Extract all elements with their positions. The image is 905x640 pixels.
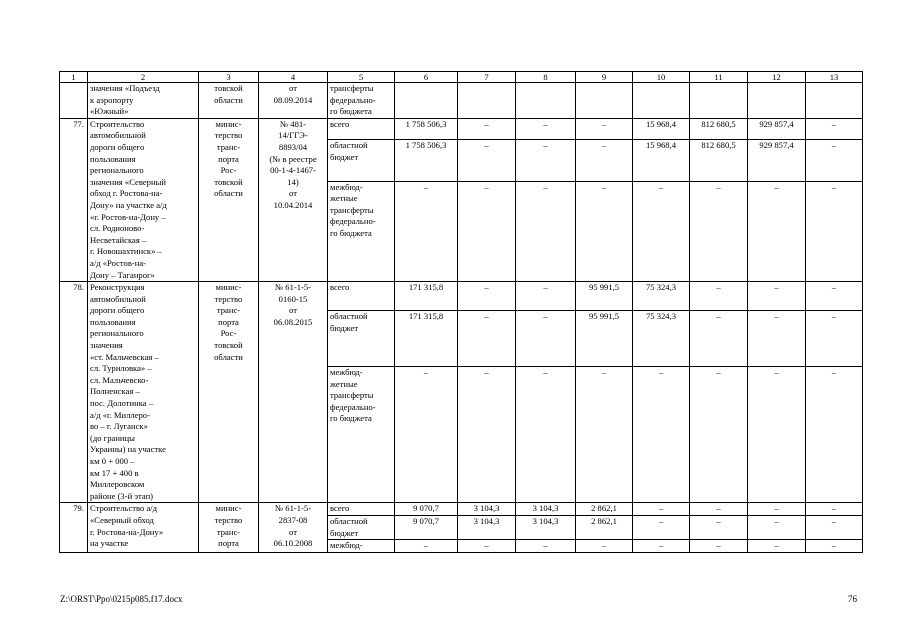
value-cell: – xyxy=(748,367,806,503)
value-cell: – xyxy=(690,503,748,516)
value-cell xyxy=(458,83,516,119)
value-cell: – xyxy=(395,367,458,503)
source-cell: всего xyxy=(328,503,395,516)
source-cell: областной бюджет xyxy=(328,515,395,539)
source-cell: межбюд- жетные трансферты федерально- го бюджета xyxy=(328,367,395,503)
expertise-cell: от 08.09.2014 xyxy=(259,83,328,119)
customer-cell: минис- терство транс- порта Рос- товской области xyxy=(199,282,259,503)
source-cell: областной бюджет xyxy=(328,140,395,181)
value-cell: – xyxy=(690,181,748,282)
row-number-cell: 79. xyxy=(60,503,88,552)
value-cell: 812 680,5 xyxy=(690,140,748,181)
value-cell: – xyxy=(806,140,863,181)
source-cell: областной бюджет xyxy=(328,311,395,367)
value-cell: – xyxy=(395,540,458,553)
value-cell: – xyxy=(806,367,863,503)
carry-over-row xyxy=(60,83,863,119)
value-cell: 9 070,7 xyxy=(395,515,458,539)
row-number-cell: 77. xyxy=(60,118,88,281)
value-cell: – xyxy=(458,140,516,181)
value-cell: 9 070,7 xyxy=(395,503,458,516)
customer-cell: товской области xyxy=(199,83,259,119)
source-cell: трансферты федерально- го бюджета xyxy=(328,83,395,119)
value-cell: – xyxy=(748,515,806,539)
value-cell: – xyxy=(576,140,633,181)
value-cell xyxy=(748,83,806,119)
value-cell: – xyxy=(458,311,516,367)
value-cell: – xyxy=(633,503,690,516)
column-number: 5 xyxy=(328,72,395,83)
column-number: 1 xyxy=(60,72,88,83)
value-cell: – xyxy=(633,515,690,539)
object-cell: значения «Подъезд к аэропорту «Южный» xyxy=(88,83,199,119)
value-cell: – xyxy=(516,540,576,553)
table-row xyxy=(60,118,863,139)
value-cell xyxy=(690,83,748,119)
value-cell xyxy=(395,83,458,119)
value-cell: 3 104,3 xyxy=(458,515,516,539)
value-cell: – xyxy=(576,540,633,553)
value-cell: – xyxy=(690,515,748,539)
value-cell: – xyxy=(458,181,516,282)
value-cell: 3 104,3 xyxy=(516,515,576,539)
value-cell: – xyxy=(748,540,806,553)
column-number: 7 xyxy=(458,72,516,83)
value-cell: – xyxy=(806,540,863,553)
value-cell: 75 324,3 xyxy=(633,282,690,311)
value-cell: – xyxy=(748,181,806,282)
value-cell: – xyxy=(458,540,516,553)
customer-cell: минис- терство транс- порта xyxy=(199,503,259,552)
budget-table xyxy=(59,71,863,553)
value-cell: – xyxy=(516,118,576,139)
source-cell: всего xyxy=(328,282,395,311)
value-cell: 15 968,4 xyxy=(633,118,690,139)
customer-cell: минис- терство транс- порта Рос- товской области xyxy=(199,118,259,281)
value-cell: – xyxy=(458,282,516,311)
value-cell: – xyxy=(806,282,863,311)
value-cell xyxy=(633,83,690,119)
value-cell: 15 968,4 xyxy=(633,140,690,181)
column-number: 10 xyxy=(633,72,690,83)
value-cell: – xyxy=(576,367,633,503)
value-cell: 95 991,5 xyxy=(576,282,633,311)
column-number: 9 xyxy=(576,72,633,83)
value-cell: 3 104,3 xyxy=(516,503,576,516)
value-cell: – xyxy=(806,503,863,516)
column-number: 13 xyxy=(806,72,863,83)
object-cell: Строительство а/д «Северный обход г. Ростова-на-Дону» на участке xyxy=(88,503,199,552)
value-cell: 2 862,1 xyxy=(576,503,633,516)
column-number: 11 xyxy=(690,72,748,83)
value-cell: 929 857,4 xyxy=(748,140,806,181)
value-cell: – xyxy=(516,140,576,181)
value-cell: 812 680,5 xyxy=(690,118,748,139)
value-cell: 75 324,3 xyxy=(633,311,690,367)
value-cell: – xyxy=(516,311,576,367)
value-cell: 929 857,4 xyxy=(748,118,806,139)
value-cell: 95 991,5 xyxy=(576,311,633,367)
value-cell: – xyxy=(516,181,576,282)
value-cell: – xyxy=(576,118,633,139)
object-cell: Строительство автомобильной дороги общего пользования регионального значения «Северный обход г. Ростова-на- Дону» на участке а/д «г. Ростов-на-Дону – сл. Родионово- Несветайская – г. Новошахтинск» – а/д «Ростов-на- Дону – Таганрог» xyxy=(88,118,199,281)
value-cell: – xyxy=(458,367,516,503)
value-cell: 3 104,3 xyxy=(458,503,516,516)
value-cell: – xyxy=(690,282,748,311)
value-cell: 1 758 506,3 xyxy=(395,118,458,139)
value-cell: – xyxy=(576,181,633,282)
file-path: Z:\ORST\Ppo\0215p085.f17.docx xyxy=(60,594,183,604)
value-cell xyxy=(576,83,633,119)
value-cell: – xyxy=(516,367,576,503)
column-number: 6 xyxy=(395,72,458,83)
column-number: 8 xyxy=(516,72,576,83)
page-number: 76 xyxy=(848,594,857,604)
column-number: 3 xyxy=(199,72,259,83)
source-cell: межбюд- жетные трансферты федерально- го бюджета xyxy=(328,181,395,282)
table-row xyxy=(60,282,863,311)
source-cell: межбюд- xyxy=(328,540,395,553)
value-cell: – xyxy=(516,282,576,311)
value-cell: 2 862,1 xyxy=(576,515,633,539)
column-number: 2 xyxy=(88,72,199,83)
value-cell: 171 315,8 xyxy=(395,311,458,367)
value-cell: – xyxy=(806,118,863,139)
value-cell: – xyxy=(633,181,690,282)
value-cell xyxy=(806,83,863,119)
source-cell: всего xyxy=(328,118,395,139)
value-cell: – xyxy=(690,540,748,553)
value-cell: – xyxy=(806,181,863,282)
value-cell: – xyxy=(458,118,516,139)
table-row xyxy=(60,503,863,516)
value-cell: – xyxy=(748,282,806,311)
value-cell: – xyxy=(748,311,806,367)
value-cell: – xyxy=(395,181,458,282)
value-cell: – xyxy=(806,515,863,539)
column-number: 4 xyxy=(259,72,328,83)
row-number-cell xyxy=(60,83,88,119)
value-cell: – xyxy=(690,367,748,503)
column-number: 12 xyxy=(748,72,806,83)
value-cell: – xyxy=(806,311,863,367)
expertise-cell: № 481- 14/ГГЭ- 8893/04 (№ в реестре 00-1-4-1467- 14) от 10.04.2014 xyxy=(259,118,328,281)
value-cell xyxy=(516,83,576,119)
row-number-cell: 78. xyxy=(60,282,88,503)
object-cell: Реконструкция автомобильной дороги общего пользования регионального значения «ст. Мальчевская – сл. Туриловка» – сл. Мальчевско- Полненская – пос. Долотинка – а/д «г. Миллеро- во – г. Луганск» (до границы Украины) на участке км 0 + 000 – км 17 + 400 в Миллеровском районе (3-й этап) xyxy=(88,282,199,503)
value-cell: 1 758 506,3 xyxy=(395,140,458,181)
expertise-cell: № 61-1-5- 2837-08 от 06.10.2008 xyxy=(259,503,328,552)
value-cell: – xyxy=(633,367,690,503)
expertise-cell: № 61-1-5- 0160-15 от 06.08.2015 xyxy=(259,282,328,503)
value-cell: – xyxy=(748,503,806,516)
value-cell: – xyxy=(633,540,690,553)
value-cell: 171 315,8 xyxy=(395,282,458,311)
column-number-row xyxy=(60,72,863,83)
value-cell: – xyxy=(690,311,748,367)
